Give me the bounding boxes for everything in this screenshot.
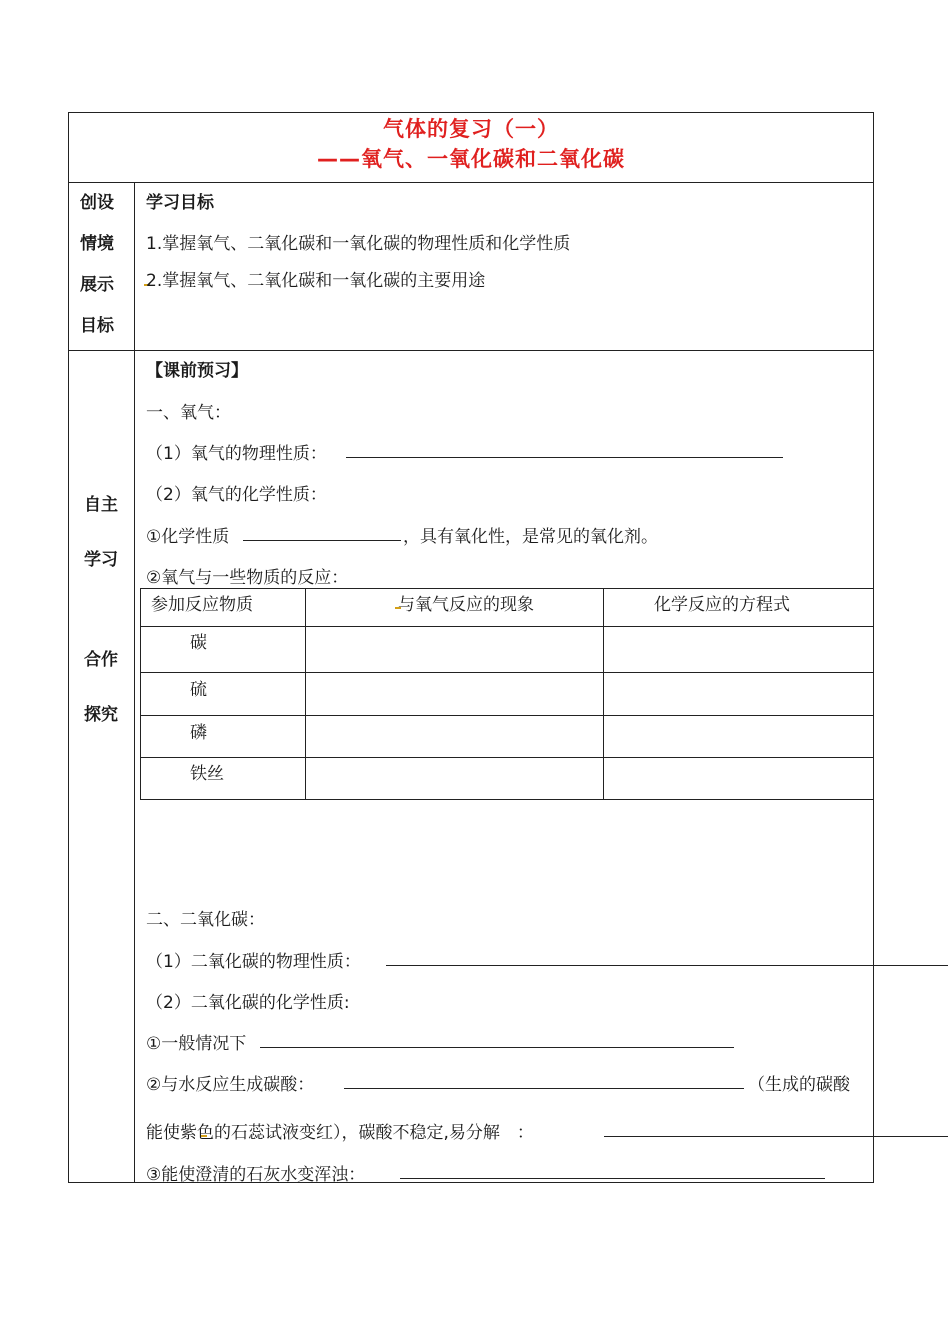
- co2-decompose-blank[interactable]: [604, 1136, 948, 1137]
- oxygen-item1-prefix: ①化学性质: [146, 527, 230, 547]
- side-label: 目标: [80, 316, 114, 336]
- side-label: 自主: [84, 495, 118, 515]
- co2-item1-blank[interactable]: [260, 1047, 734, 1048]
- side-label: 探究: [84, 705, 118, 725]
- side-label: 展示: [80, 275, 114, 295]
- oxygen-heading: 一、氧气：: [146, 403, 231, 423]
- table-row-divider: [140, 626, 874, 627]
- goals-heading: 学习目标: [146, 193, 214, 213]
- oxygen-chemical-label: （2）氧气的化学性质：: [146, 485, 327, 505]
- table-column-divider: [603, 588, 604, 800]
- co2-item2-prefix: ②与水反应生成碳酸：: [146, 1075, 315, 1095]
- side-label: 创设: [80, 193, 114, 213]
- page-subtitle: ——氧气、一氧化碳和二氧化碳: [317, 147, 625, 171]
- co2-item2-continued: 能使紫色的石蕊试液变红），碳酸不稳定,易分解 ：: [146, 1123, 534, 1143]
- side-label: 情境: [80, 234, 114, 254]
- side-label: 合作: [84, 650, 118, 670]
- goal-item: 1.掌握氧气、二氧化碳和一氧化碳的物理性质和化学性质: [146, 234, 571, 254]
- co2-physical-label: （1）二氧化碳的物理性质：: [146, 952, 361, 972]
- table-row-divider: [140, 672, 874, 673]
- side-label: 学习: [84, 550, 118, 570]
- table-row-divider: [140, 757, 874, 758]
- co2-item1: ①一般情况下: [146, 1034, 247, 1054]
- oxygen-physical-blank[interactable]: [346, 457, 783, 458]
- preview-heading: 【课前预习】: [146, 361, 248, 381]
- row-divider: [68, 182, 874, 183]
- table-column-divider: [305, 588, 306, 800]
- row-divider: [68, 350, 874, 351]
- oxygen-physical-label: （1）氧气的物理性质：: [146, 444, 327, 464]
- page-title: 气体的复习（一）: [383, 117, 559, 141]
- table-header: 参加反应物质: [151, 595, 253, 615]
- co2-physical-blank[interactable]: [386, 965, 948, 966]
- table-row-divider: [140, 715, 874, 716]
- co2-item3: ③能使澄清的石灰水变浑浊：: [146, 1165, 366, 1185]
- co2-chemical-label: （2）二氧化碳的化学性质:: [146, 993, 350, 1013]
- table-row-label: 磷: [190, 723, 207, 743]
- table-row-label: 硫: [190, 680, 207, 700]
- table-header: 化学反应的方程式: [654, 595, 790, 615]
- co2-item3-blank[interactable]: [400, 1178, 825, 1179]
- co2-heading: 二、二氧化碳：: [146, 910, 265, 930]
- co2-item2-blank[interactable]: [344, 1088, 744, 1089]
- co2-item2-suffix: （生成的碳酸: [748, 1075, 850, 1095]
- column-divider: [134, 182, 135, 1183]
- goal-item: 2.掌握氧气、二氧化碳和一氧化碳的主要用途: [146, 271, 486, 291]
- oxygen-item1-blank[interactable]: [243, 540, 401, 541]
- table-row-label: 铁丝: [190, 764, 224, 784]
- oxygen-item2: ②氧气与一些物质的反应：: [146, 568, 349, 588]
- table-row-label: 碳: [190, 633, 207, 653]
- oxygen-item1-suffix: ，具有氧化性，是常见的氧化剂。: [403, 527, 658, 547]
- table-header: 与氧气反应的现象: [398, 595, 534, 615]
- reaction-table: [140, 588, 874, 800]
